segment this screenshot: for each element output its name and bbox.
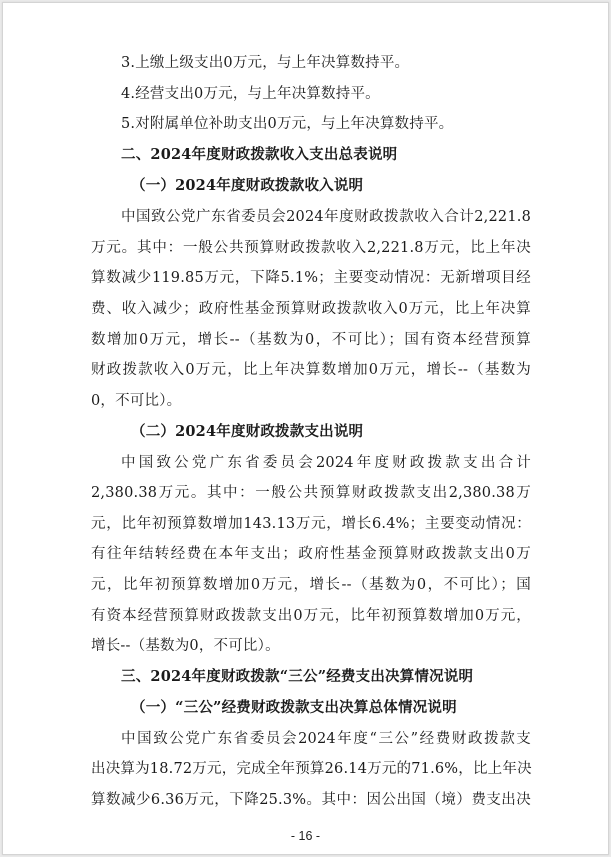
list-item: 5.对附属单位补助支出0万元，与上年决算数持平。 bbox=[121, 116, 454, 132]
paragraph-line: 元，比年初预算数增加0万元，增长--（基数为0，不可比）；国 bbox=[91, 577, 531, 593]
paragraph-line: 2,380.38万元。其中：一般公共预算财政拨款支出2,380.38万 bbox=[91, 485, 531, 501]
list-item: 3.上缴上级支出0万元，与上年决算数持平。 bbox=[121, 55, 410, 71]
document-page bbox=[2, 2, 609, 855]
paragraph-line: 有往年结转经费在本年支出；政府性基金预算财政拨款支出0万 bbox=[91, 546, 531, 562]
paragraph-line: 算数减少119.85万元，下降5.1%；主要变动情况：无新增项目经 bbox=[91, 270, 531, 286]
subsection-heading: （一）“三公”经费财政拨款支出决算总体情况说明 bbox=[131, 699, 457, 716]
paragraph-line: 出决算为18.72万元，完成全年预算26.14万元的71.6%，比上年决 bbox=[91, 761, 532, 777]
paragraph-line: 算数减少6.36万元，下降25.3%。其中：因公出国（境）费支出决 bbox=[91, 792, 531, 808]
paragraph-line: 财政拨款收入0万元，比上年决算数增加0万元，增长--（基数为 bbox=[91, 362, 531, 378]
paragraph-line: 0，不可比）。 bbox=[91, 393, 182, 409]
paragraph-line: 元，比年初预算数增加143.13万元，增长6.4%；主要变动情况： bbox=[91, 516, 531, 532]
paragraph-line: 万元。其中：一般公共预算财政拨款收入2,221.8万元，比上年决 bbox=[91, 240, 531, 256]
paragraph-line: 中国致公党广东省委员会2024年度财政拨款收入合计2,221.8 bbox=[121, 209, 531, 225]
paragraph-line: 中国致公党广东省委员会2024年度“三公”经费财政拨款支 bbox=[121, 731, 531, 747]
section-heading: 二、2024年度财政拨款收入支出总表说明 bbox=[121, 146, 398, 163]
page-number: - 16 - bbox=[290, 829, 321, 843]
list-item: 4.经营支出0万元，与上年决算数持平。 bbox=[121, 86, 380, 102]
paragraph-line: 有资本经营预算财政拨款支出0万元，比年初预算数增加0万元， bbox=[91, 608, 531, 624]
subsection-heading: （一）2024年度财政拨款收入说明 bbox=[131, 177, 364, 194]
subsection-heading: （二）2024年度财政拨款支出说明 bbox=[131, 423, 364, 440]
section-heading: 三、2024年度财政拨款“三公”经费支出决算情况说明 bbox=[121, 668, 474, 685]
paragraph-line: 中国致公党广东省委员会2024年度财政拨款支出合计 bbox=[121, 455, 531, 471]
paragraph-line: 数增加0万元，增长--（基数为0，不可比）；国有资本经营预算 bbox=[91, 332, 531, 348]
paragraph-line: 费、收入减少；政府性基金预算财政拨款收入0万元，比上年决算 bbox=[91, 301, 531, 317]
paragraph-line: 增长--（基数为0，不可比）。 bbox=[91, 638, 280, 654]
